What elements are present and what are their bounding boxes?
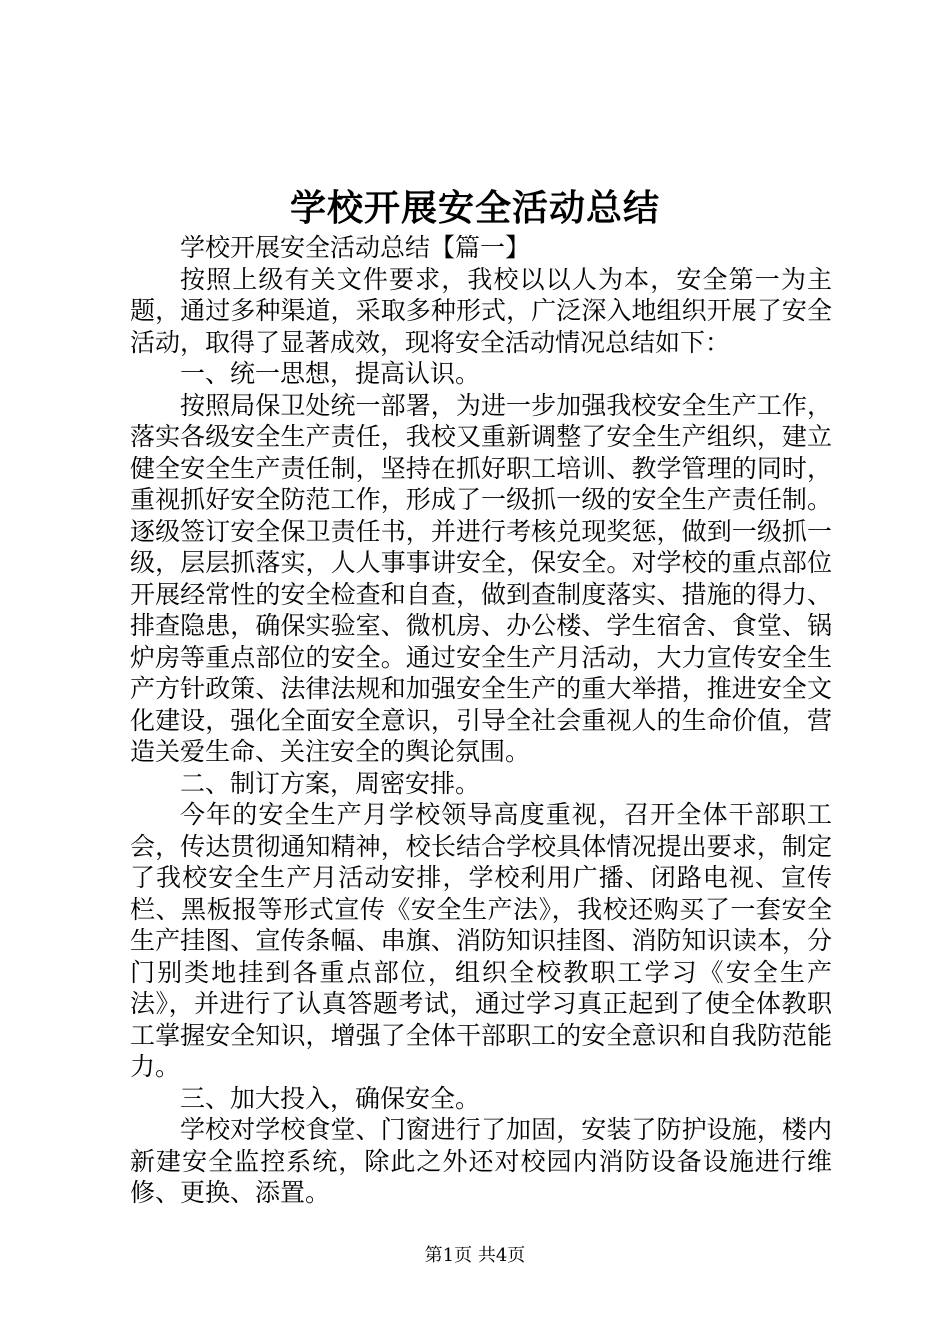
- section-heading-1: 一、统一思想，提高认识。: [180, 359, 481, 388]
- section-heading-3: 三、加大投入，确保安全。: [180, 1083, 481, 1113]
- section-heading-2: 二、制订方案，周密安排。: [180, 768, 481, 798]
- document-title: 学校开展安全活动总结: [289, 187, 660, 229]
- section-3-paragraph: 学校对学校食堂、门窗进行了加固，安装了防护设施，楼内新建安全监控系统，除此之外还对校园内消防设备设施进行维修、更换、添置。: [130, 1115, 832, 1207]
- section-1-paragraph: 按照局保卫处统一部署，为进一步加强我校安全生产工作，落实各级安全生产责任，我校又重新调整了安全生产组织，建立健全安全生产责任制，坚持在抓好职工培训、教学管理的同时，重视抓好安全防范工作，形成了一级抓一级的安全生产责任制。逐级签订安全保卫责任书，并进行考核兑现奖惩，做到一级抓一级，层层抓落实，人人事事讲安全，保安全。对学校的重点部位开展经常性的安全检查和自查，做到查制度落实、措施的得力、排查隐患，确保实验室、微机房、办公楼、学生宿舍、食堂、锅炉房等重点部位的安全。通过安全生产月活动，大力宣传安全生产方针政策、法律法规和加强安全生产的重大举措，推进安全文化建设，强化全面安全意识，引导全社会重视人的生命价值，营造关爱生命、关注安全的舆论氛围。: [130, 390, 832, 766]
- section-heading-part-one: 学校开展安全活动总结【篇一】: [180, 233, 531, 262]
- document-body: [130, 232, 832, 1209]
- section-2-paragraph: 今年的安全生产月学校领导高度重视，召开全体干部职工会，传达贯彻通知精神，校长结合学校具体情况提出要求，制定了我校安全生产月活动安排，学校利用广播、闭路电视、宣传栏、黑板报等形式宣传《安全生产法》，我校还购买了一套安全生产挂图、宣传条幅、串旗、消防知识挂图、消防知识读本，分门别类地挂到各重点部位，组织全校教职工学习《安全生产法》，并进行了认真答题考试，通过学习真正起到了使全体教职工掌握安全知识，增强了全体干部职工的安全意识和自我防范能力。: [130, 800, 832, 1081]
- intro-paragraph: 按照上级有关文件要求，我校以以人为本，安全第一为主题，通过多种渠道，采取多种形式，广泛深入地组织开展了安全活动，取得了显著成效，现将安全活动情况总结如下：: [130, 264, 832, 357]
- page-footer: 第1页 共4页: [424, 1245, 526, 1266]
